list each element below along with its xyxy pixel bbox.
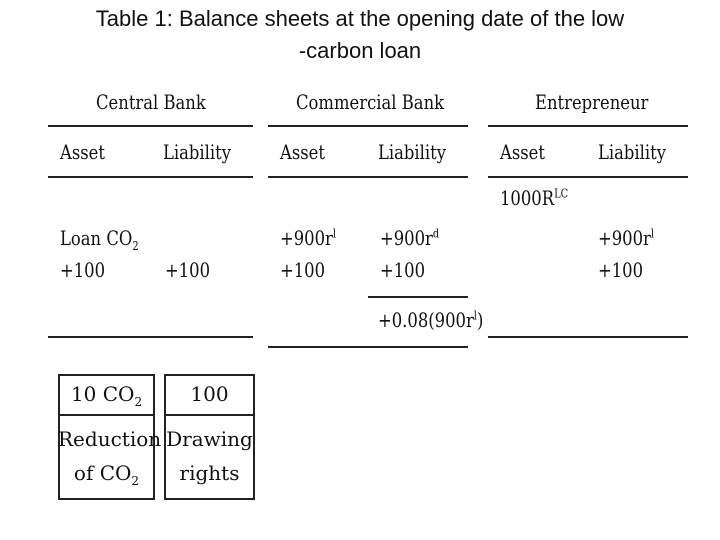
rule-commercial-subtotal [368, 296, 468, 298]
box-100-label: 100 [190, 382, 229, 406]
rule-entrepreneur-top [488, 125, 688, 127]
entrepreneur-asset-header: Asset [500, 140, 545, 164]
central-asset-header: Asset [60, 140, 105, 164]
rule-commercial-header [268, 176, 468, 178]
central-liability-value: +100 [165, 258, 211, 282]
entrepreneur-liability-value: +100 [598, 258, 644, 282]
commercial-liability-deposit: $+900r^d$ [380, 226, 440, 250]
entrepreneur-asset-value: $1000R^{LC}$ [500, 186, 569, 210]
commercial-liability-interest: $+0.08(900r^l)$ [378, 308, 484, 332]
central-asset-loan: Loan $CO_2$ [60, 226, 139, 253]
box-drawing-rights-line2: rights [179, 461, 240, 485]
commercial-liability-header: Liability [378, 140, 447, 164]
commercial-asset-value: +100 [280, 258, 326, 282]
rule-commercial-top [268, 125, 468, 127]
rule-central-bottom [48, 336, 253, 338]
rule-entrepreneur-header [488, 176, 688, 178]
central-asset-value: +100 [60, 258, 106, 282]
table-title-line1: Table 1: Balance sheets at the opening date of the low [95, 6, 625, 31]
header-commercial-bank: Commercial Bank [296, 90, 445, 114]
box-drawing-rights-line1: Drawing [166, 427, 253, 451]
header-central-bank: Central Bank [96, 90, 206, 114]
entrepreneur-liability-loan: $+900r^l$ [598, 226, 655, 250]
header-entrepreneur: Entrepreneur [535, 90, 649, 114]
entrepreneur-liability-header: Liability [598, 140, 667, 164]
rule-central-top [48, 125, 253, 127]
box-co2-amount-label: 10 $CO_2$ [70, 382, 143, 409]
central-liability-header: Liability [163, 140, 232, 164]
rule-entrepreneur-bottom [488, 336, 688, 338]
commercial-asset-header: Asset [280, 140, 325, 164]
box-reduction-line2: of $CO_2$ [73, 461, 140, 488]
table-title-line2: -carbon loan [298, 38, 422, 63]
commercial-liability-value: +100 [380, 258, 426, 282]
box-reduction-line1: Reduction [58, 427, 162, 451]
commercial-asset-loan: $+900r^l$ [280, 226, 337, 250]
rule-central-header [48, 176, 253, 178]
rule-commercial-bottom [268, 346, 468, 348]
